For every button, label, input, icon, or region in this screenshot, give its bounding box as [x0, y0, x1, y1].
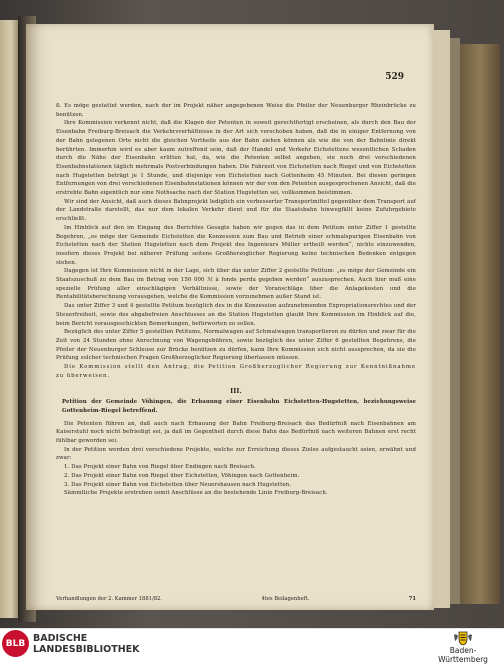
baden-wuerttemberg-brand[interactable] [428, 631, 498, 664]
page-text [56, 102, 416, 498]
library-name-line2: LANDESBIBLIOTHEK [33, 644, 140, 655]
paragraph: Wir sind der Ansicht, daß auch dieses Bahnprojekt lediglich ein verbesserter Transportmittel gegenüber dem Transport auf der Landstraße darstellt, das nur dem lokalen Verkehr dient und für die Staatsbahn hinwegfällt keine Zufuhrgebiete erschließt. [56, 198, 416, 223]
blb-logo-text: BLB [5, 638, 26, 649]
paragraph: Das unter Ziffer 3 und 4 gestellte Petitum bezüglich des in die Konzession aufzunehmenden Expropriationsrechtes und der Steuerfreiheit, sowie des abgabefreien Anschlusses an die Station Hugstetten glaubt Ihre Kommission im Hinblick auf die, beim Bericht vorausgeschickten Bemerkungen, befürworten zu sollen. [56, 303, 416, 327]
paragraph: ß. Es möge gestattet werden, nach der im Projekt näher angegebenen Weise die Pfeiler der Neuenburger Rheinbrücke zu benützen. [56, 103, 416, 118]
page-footer [56, 596, 416, 602]
left-page-edge [0, 20, 20, 618]
footer-source: Verhandlungen der 2. Kammer 1881/82. [56, 596, 162, 602]
section-numeral: III. [230, 386, 242, 395]
list-item: 1. Das Projekt einer Bahn von Riegel über Endingen nach Breisach. [64, 464, 256, 471]
paragraph: Ihre Kommission verkennt nicht, daß die Klagen der Petenten in soweit gerechtfertigt erscheinen, als durch den Bau der Eisenbahn Freiburg-Breisach die Verkehrsverhältnisse in der Art sich verschoben haben, daß die in einiger Entfernung von der Bahn gelegenen Orte nicht die gleichen Vortheile aus der Bahn ziehen können als wie die von der Bahnlinie direkt berührten. Immerhin wird es aber kaum zutreffend sein, daß der Handel und Verkehr Eichstettens wesentlichen Schaden durch die Nähe der Eisenbahn erlitten hat, da, wie die Petenten selbst angeben, sie noch drei verschiedenen Eisenbahnstationen täglich mehrmals Postverbindungen haben. Die Fahrzeit von Eichstetten nach Riegel und von Eichstetten nach Hugstetten beträgt je 1 Stunde, und diejenige von Eichstetten nach Gottenheim 45 Minuten. Bei diesen geringen Entfernungen von drei verschiedenen Eisenbahnstationen können wir der von den Petenten ausgesprochenen Ansicht, daß die erstrebte Bahn eigentlich nur eine Nothsache nach der Station Hugstetten sei, vollkommen beistimmen. [56, 120, 416, 197]
section-title: Petition der Gemeinde Vöhingen, die Erbauung einer Eisenbahn Eichstetten-Hugstetten, beziehungsweise Gottenheim-Riegel betreffend. [62, 399, 416, 414]
blb-logo[interactable] [2, 630, 29, 657]
list-item: 3. Das Projekt einer Bahn von Eichstetten über Neuershausen nach Hugstetten. [64, 481, 292, 488]
paragraph: In der Petition werden drei verschiedene Projekte, welche zur Erreichung dieses Zieles aufgestaucht seien, erwähnt und zwar: [56, 446, 416, 462]
footer-supplement: 4tes Beilagenheft. [261, 596, 310, 602]
paragraph: Bezüglich des unter Ziffer 5 gestellten Petitums, Normalwagen auf Schmalwagen transportieren zu dürfen und zwar für die Zeit von 24 Stunden ohne Anrechnung von Wagengebühren, sowie bezüglich des unter Ziffer 6 gestellten Begehrens, die Pfeiler der Neuenburger Schleuse zur Brücke benützen zu dürfen, kann Ihre Kommission sich nicht aussprechen, da sie die Prüfung solcher technischen Fragen Großherzoglicher Regierung überlassen müssen. [56, 329, 416, 362]
paragraph: Im Hinblick auf den im Eingang des Berichtes Gesagte haben wir gegen das in dem Petitum unter Ziffer 1 gestellte Begehren, „es möge der Gemeinde Eichstetten die Konzession zum Bau und Betrieb einer schmalspurigen Eisenbahn von Eichstetten nach der Station Hugstetten nach dem Projekt des Ingenieurs Müller ertheilt werden“, nichts einzuwenden, insofern dieses Projekt bei näherer Prüfung seitens Großherzoglicher Regierung keine technischen Bedenken entgegen stehen. [56, 224, 416, 266]
coat-of-arms-icon [452, 631, 474, 646]
library-name-line1: BADISCHE [33, 633, 88, 644]
book-page [26, 24, 434, 610]
page-number: 529 [385, 72, 404, 82]
list-item: 2. Das Projekt einer Bahn von Riegel über Eichstetten, Vöhingen nach Gottenheim. [64, 472, 300, 479]
motion-paragraph: Die Kommission stellt den Antrag, die Petition Großherzoglicher Regierung zur Kenntnißnahme zu überweisen. [56, 364, 416, 379]
book-cover [460, 44, 500, 604]
page-edges [434, 30, 450, 608]
page-edges-shadow [450, 38, 460, 604]
paragraph: Die Petenten führen an, daß auch nach Erbauung der Bahn Freiburg-Breisach das Bedürfniß nach Eisenbahnen am Kaiserstuhl noch nicht befriedigt sei, ja daß im Gegentheil durch diese Bahn das Bedürfniß nach weiteren Bahnen erst recht fühlbar geworden sei. [56, 420, 416, 445]
footer-signature: 71 [408, 596, 416, 602]
partner-name: Baden-Württemberg [438, 646, 488, 664]
paragraph: Dagegen ist Ihre Kommission nicht in der Lage, sich über das unter Ziffer 2 gestellte Petitum: „es möge der Gemeinde ein Staatszuschuß zu dem Bau im Betrag von 150 000 ℳ à fonds perdu gegeben werden“ auszusprechen. Auch hier muß eine spezielle Prüfung aller einschlägigen Verhältnisse, sowie der Voranschläge über die Anlagekosten und die Rentabilitätsberechnung vorausgehen, welche die Kommission vorzunehmen außer Stand ist. [56, 268, 416, 301]
branding-bar [0, 628, 504, 664]
list-item: Sämmtliche Projekte erstreben somit Anschlüsse an die bestehende Linie Freiburg-Breisach. [64, 490, 328, 497]
library-name[interactable] [33, 633, 140, 655]
